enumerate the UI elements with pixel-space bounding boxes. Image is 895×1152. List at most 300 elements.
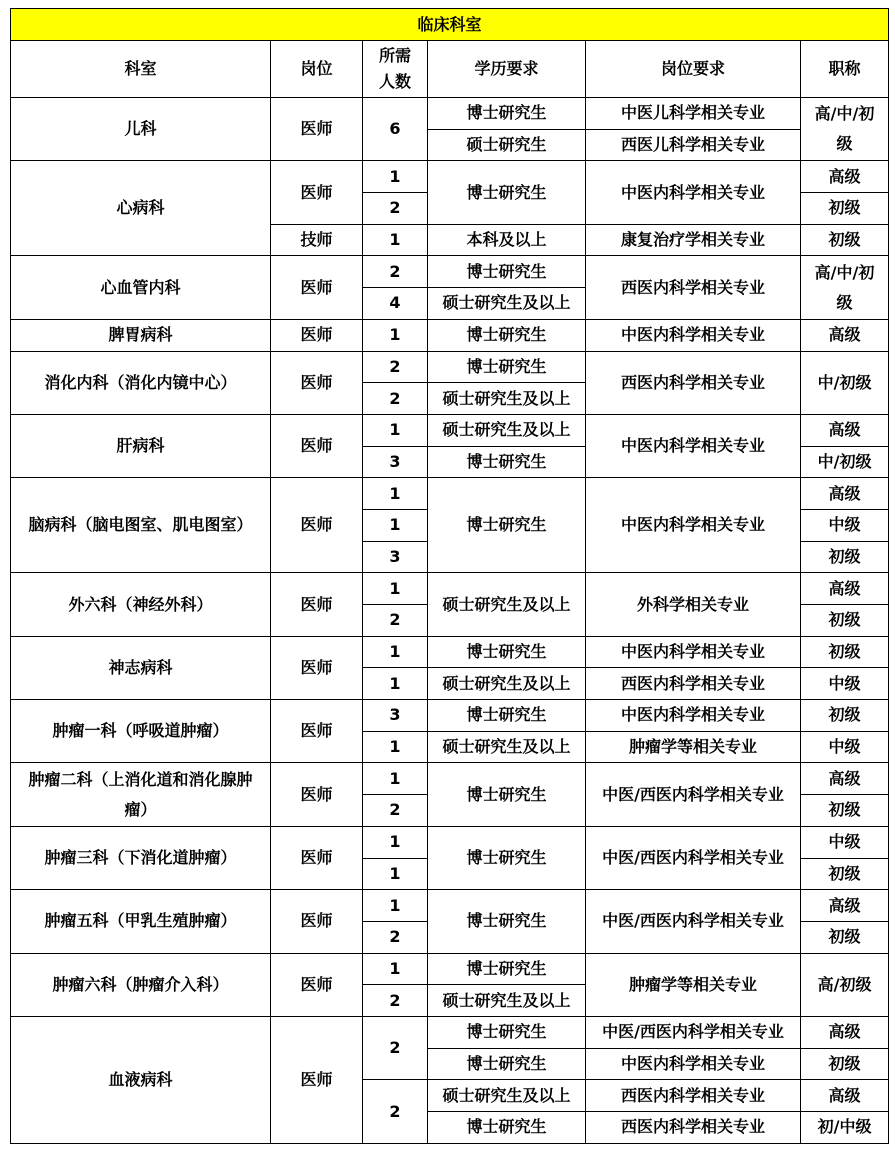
education-text: 本科及以上 — [466, 230, 547, 250]
department-cell — [11, 826, 271, 889]
education-text: 硕士研究生及以上 — [442, 388, 571, 408]
rank-cell — [801, 890, 889, 922]
headcount-text: 1 — [389, 230, 401, 250]
requirement-cell — [586, 319, 801, 351]
education-cell — [428, 478, 586, 573]
headcount-cell — [363, 858, 428, 890]
headcount-text: 1 — [389, 832, 401, 852]
rank-text: 初级 — [828, 642, 861, 662]
education-text: 博士研究生 — [466, 451, 547, 471]
education-cell — [428, 1080, 586, 1112]
rank-cell — [801, 636, 889, 668]
rank-cell — [801, 98, 889, 161]
requirement-cell — [586, 573, 801, 636]
table-row — [11, 478, 889, 510]
education-text: 博士研究生 — [466, 1022, 547, 1042]
rank-text: 高级 — [828, 578, 861, 598]
rank-text: 高/初级 — [817, 974, 872, 994]
header-requirement — [586, 41, 801, 98]
requirement-cell — [586, 478, 801, 573]
rank-text: 高级 — [828, 166, 861, 186]
education-cell — [428, 351, 586, 383]
rank-text: 中级 — [828, 832, 861, 852]
headcount-cell — [363, 826, 428, 858]
table-row — [11, 826, 889, 858]
headcount-cell — [363, 98, 428, 161]
rank-cell — [801, 509, 889, 541]
position-cell — [271, 826, 363, 889]
requirement-text: 西医内科学相关专业 — [620, 1117, 765, 1137]
headcount-text: 1 — [389, 737, 401, 757]
headcount-cell — [363, 795, 428, 827]
education-cell — [428, 1112, 586, 1144]
education-text: 博士研究生 — [466, 103, 547, 123]
education-text: 博士研究生 — [466, 1117, 547, 1137]
header-position — [271, 41, 363, 98]
requirement-text: 西医内科学相关专业 — [620, 372, 765, 392]
position-cell — [271, 478, 363, 573]
education-text: 硕士研究生及以上 — [442, 990, 571, 1010]
rank-text: 中级 — [828, 515, 861, 535]
requirement-text: 中医内科学相关专业 — [620, 182, 765, 202]
department-cell — [11, 573, 271, 636]
education-cell — [428, 826, 586, 889]
table-title: 临床科室 — [417, 14, 482, 34]
department-text: 脑病科（脑电图室、肌电图室） — [28, 515, 253, 535]
table-row — [11, 351, 889, 383]
requirement-text: 西医内科学相关专业 — [620, 673, 765, 693]
headcount-cell — [363, 319, 428, 351]
rank-cell — [801, 319, 889, 351]
requirement-text: 中医/西医内科学相关专业 — [602, 1022, 784, 1042]
education-text: 硕士研究生及以上 — [442, 293, 571, 313]
education-cell — [428, 414, 586, 446]
headcount-text: 1 — [389, 483, 401, 503]
rank-cell — [801, 1016, 889, 1048]
department-cell — [11, 1016, 271, 1143]
education-text: 硕士研究生及以上 — [442, 673, 571, 693]
education-cell — [428, 129, 586, 161]
education-cell — [428, 731, 586, 763]
position-text: 医师 — [300, 372, 333, 392]
department-cell — [11, 414, 271, 477]
department-text: 儿科 — [124, 119, 157, 139]
requirement-text: 中医内科学相关专业 — [620, 325, 765, 345]
rank-text: 高/中/初级 — [814, 262, 875, 312]
requirement-text: 中医内科学相关专业 — [620, 642, 765, 662]
headcount-text: 2 — [389, 927, 401, 947]
title-cell — [11, 9, 889, 41]
header-position-text: 岗位 — [300, 59, 333, 78]
position-cell — [271, 256, 363, 319]
requirement-cell — [586, 1016, 801, 1048]
education-text: 硕士研究生及以上 — [442, 420, 571, 440]
department-cell — [11, 98, 271, 161]
headcount-cell — [363, 193, 428, 225]
requirement-text: 外科学相关专业 — [636, 594, 749, 614]
education-text: 硕士研究生 — [466, 135, 547, 155]
rank-text: 中/初级 — [817, 372, 872, 392]
rank-cell — [801, 478, 889, 510]
headcount-text: 2 — [389, 1101, 401, 1121]
rank-text: 初级 — [828, 546, 861, 566]
rank-text: 高级 — [828, 325, 861, 345]
headcount-text: 1 — [389, 768, 401, 788]
headcount-cell — [363, 478, 428, 510]
education-cell — [428, 573, 586, 636]
requirement-text: 中医/西医内科学相关专业 — [602, 911, 784, 931]
position-cell — [271, 414, 363, 477]
position-cell — [271, 224, 363, 256]
requirement-cell — [586, 256, 801, 319]
education-text: 硕士研究生及以上 — [442, 737, 571, 757]
headcount-cell — [363, 763, 428, 795]
position-cell — [271, 98, 363, 161]
requirement-cell — [586, 1080, 801, 1112]
header-row — [11, 41, 889, 98]
rank-cell — [801, 1048, 889, 1080]
headcount-cell — [363, 636, 428, 668]
rank-cell — [801, 446, 889, 478]
department-text: 消化内科（消化内镜中心） — [44, 372, 237, 392]
position-cell — [271, 351, 363, 414]
headcount-cell — [363, 985, 428, 1017]
title-row — [11, 9, 889, 41]
rank-text: 高级 — [828, 768, 861, 788]
rank-cell — [801, 763, 889, 795]
rank-cell — [801, 731, 889, 763]
headcount-text: 1 — [389, 578, 401, 598]
headcount-text: 1 — [389, 166, 401, 186]
education-cell — [428, 288, 586, 320]
rank-text: 初级 — [828, 927, 861, 947]
headcount-cell — [363, 414, 428, 446]
department-text: 肿瘤一科（呼吸道肿瘤） — [52, 721, 229, 741]
education-cell — [428, 953, 586, 985]
requirement-cell — [586, 668, 801, 700]
header-education-text: 学历要求 — [474, 59, 539, 78]
education-text: 博士研究生 — [466, 325, 547, 345]
department-cell — [11, 953, 271, 1016]
rank-text: 初/中级 — [817, 1117, 872, 1137]
education-cell — [428, 446, 586, 478]
department-text: 心病科 — [116, 198, 165, 218]
headcount-cell — [363, 668, 428, 700]
department-text: 肿瘤六科（肿瘤介入科） — [52, 974, 229, 994]
position-cell — [271, 636, 363, 699]
header-department-text: 科室 — [124, 59, 157, 78]
requirement-text: 康复治疗学相关专业 — [620, 230, 765, 250]
table-row — [11, 636, 889, 668]
education-text: 博士研究生 — [466, 848, 547, 867]
requirement-cell — [586, 129, 801, 161]
department-cell — [11, 319, 271, 351]
rank-cell — [801, 953, 889, 1016]
department-text: 外六科（神经外科） — [68, 594, 213, 614]
position-text: 医师 — [300, 721, 333, 741]
department-text: 肿瘤三科（下消化道肿瘤） — [44, 848, 237, 867]
headcount-text: 1 — [389, 420, 401, 440]
headcount-text: 2 — [389, 1038, 401, 1058]
education-cell — [428, 668, 586, 700]
position-cell — [271, 1016, 363, 1143]
requirement-cell — [586, 1048, 801, 1080]
position-cell — [271, 953, 363, 1016]
table-row — [11, 953, 889, 985]
headcount-cell — [363, 161, 428, 193]
rank-text: 高级 — [828, 420, 861, 440]
position-text: 技师 — [300, 230, 333, 250]
headcount-cell — [363, 383, 428, 415]
rank-text: 初级 — [828, 610, 861, 630]
department-text: 脾胃病科 — [108, 325, 173, 345]
headcount-text: 4 — [389, 293, 401, 313]
education-text: 硕士研究生及以上 — [442, 1085, 571, 1105]
headcount-cell — [363, 573, 428, 605]
headcount-text: 2 — [389, 261, 401, 281]
rank-text: 中/初级 — [817, 451, 872, 471]
headcount-text: 2 — [389, 800, 401, 820]
requirement-text: 中医内科学相关专业 — [620, 1053, 765, 1073]
department-cell — [11, 890, 271, 953]
rank-cell — [801, 161, 889, 193]
department-cell — [11, 478, 271, 573]
education-text: 博士研究生 — [466, 784, 547, 804]
headcount-cell — [363, 256, 428, 288]
rank-cell — [801, 351, 889, 414]
headcount-text: 2 — [389, 388, 401, 408]
education-cell — [428, 256, 586, 288]
headcount-cell — [363, 731, 428, 763]
requirement-text: 中医/西医内科学相关专业 — [602, 848, 784, 867]
position-cell — [271, 763, 363, 826]
headcount-text: 2 — [389, 198, 401, 218]
department-text: 神志病科 — [108, 657, 173, 677]
education-cell — [428, 319, 586, 351]
position-text: 医师 — [300, 848, 333, 867]
requirement-cell — [586, 351, 801, 414]
headcount-text: 2 — [389, 356, 401, 376]
position-cell — [271, 161, 363, 224]
rank-text: 初级 — [828, 863, 861, 883]
position-cell — [271, 890, 363, 953]
requirement-text: 中医内科学相关专业 — [620, 436, 765, 456]
requirement-cell — [586, 1112, 801, 1144]
position-text: 医师 — [300, 911, 333, 931]
requirement-text: 中医内科学相关专业 — [620, 515, 765, 535]
requirement-cell — [586, 953, 801, 1016]
rank-cell — [801, 668, 889, 700]
headcount-cell — [363, 953, 428, 985]
header-requirement-text: 岗位要求 — [660, 59, 725, 78]
rank-text: 高级 — [828, 895, 861, 915]
table-body — [11, 98, 889, 1144]
table-row — [11, 98, 889, 130]
requirement-text: 中医内科学相关专业 — [620, 705, 765, 725]
rank-text: 高级 — [828, 1022, 861, 1042]
rank-text: 初级 — [828, 198, 861, 218]
headcount-cell — [363, 890, 428, 922]
requirement-cell — [586, 763, 801, 826]
department-cell — [11, 161, 271, 256]
headcount-text: 1 — [389, 325, 401, 345]
education-cell — [428, 383, 586, 415]
rank-text: 高级 — [828, 483, 861, 503]
education-text: 博士研究生 — [466, 261, 547, 281]
position-text: 医师 — [300, 182, 333, 202]
rank-cell — [801, 573, 889, 605]
headcount-text: 1 — [389, 958, 401, 978]
position-text: 医师 — [300, 974, 333, 994]
headcount-text: 1 — [389, 673, 401, 693]
headcount-text: 1 — [389, 642, 401, 662]
rank-cell — [801, 1112, 889, 1144]
requirement-cell — [586, 414, 801, 477]
header-headcount — [363, 41, 428, 98]
table-row — [11, 414, 889, 446]
headcount-cell — [363, 351, 428, 383]
rank-text: 中级 — [828, 737, 861, 757]
table-row — [11, 573, 889, 605]
rank-cell — [801, 605, 889, 637]
education-cell — [428, 636, 586, 668]
rank-text: 初级 — [828, 800, 861, 820]
education-cell — [428, 890, 586, 953]
department-text: 心血管内科 — [100, 277, 181, 297]
rank-text: 初级 — [828, 705, 861, 725]
table-row — [11, 763, 889, 795]
department-text: 肿瘤五科（甲乳生殖肿瘤） — [44, 911, 237, 931]
headcount-cell — [363, 509, 428, 541]
position-text: 医师 — [300, 594, 333, 614]
education-cell — [428, 985, 586, 1017]
table-row — [11, 256, 889, 288]
position-cell — [271, 700, 363, 763]
headcount-text: 2 — [389, 610, 401, 630]
position-text: 医师 — [300, 325, 333, 345]
education-cell — [428, 700, 586, 732]
rank-text: 初级 — [828, 230, 861, 250]
position-text: 医师 — [300, 436, 333, 456]
department-cell — [11, 763, 271, 826]
education-text: 博士研究生 — [466, 705, 547, 725]
rank-cell — [801, 700, 889, 732]
rank-cell — [801, 795, 889, 827]
education-text: 博士研究生 — [466, 642, 547, 662]
position-cell — [271, 573, 363, 636]
table-row — [11, 319, 889, 351]
requirement-text: 中医儿科学相关专业 — [620, 103, 765, 123]
requirement-cell — [586, 636, 801, 668]
rank-cell — [801, 921, 889, 953]
department-cell — [11, 636, 271, 699]
header-rank-text: 职称 — [828, 59, 861, 78]
headcount-cell — [363, 605, 428, 637]
position-text: 医师 — [300, 515, 333, 535]
headcount-text: 3 — [389, 705, 401, 725]
department-cell — [11, 351, 271, 414]
headcount-text: 2 — [389, 990, 401, 1010]
headcount-text: 3 — [389, 451, 401, 471]
position-text: 医师 — [300, 277, 333, 297]
position-text: 医师 — [300, 119, 333, 139]
department-text: 肝病科 — [116, 436, 165, 456]
rank-cell — [801, 414, 889, 446]
headcount-text: 1 — [389, 515, 401, 535]
education-text: 博士研究生 — [466, 356, 547, 376]
header-headcount-text: 所需人数 — [378, 46, 411, 91]
table-row — [11, 700, 889, 732]
rank-cell — [801, 858, 889, 890]
requirement-text: 西医内科学相关专业 — [620, 277, 765, 297]
rank-text: 高级 — [828, 1085, 861, 1105]
education-text: 博士研究生 — [466, 1053, 547, 1073]
rank-cell — [801, 193, 889, 225]
education-cell — [428, 161, 586, 224]
rank-cell — [801, 541, 889, 573]
rank-cell — [801, 826, 889, 858]
education-cell — [428, 1048, 586, 1080]
education-text: 博士研究生 — [466, 958, 547, 978]
department-text: 血液病科 — [108, 1069, 173, 1089]
requirement-cell — [586, 700, 801, 732]
rank-cell — [801, 256, 889, 319]
headcount-cell — [363, 1016, 428, 1079]
education-cell — [428, 224, 586, 256]
position-text: 医师 — [300, 657, 333, 677]
recruitment-table — [10, 8, 889, 1144]
table-row — [11, 890, 889, 922]
requirement-cell — [586, 826, 801, 889]
rank-text: 中级 — [828, 673, 861, 693]
headcount-text: 1 — [389, 863, 401, 883]
department-cell — [11, 256, 271, 319]
education-text: 博士研究生 — [466, 182, 547, 202]
position-text: 医师 — [300, 784, 333, 804]
position-cell — [271, 319, 363, 351]
headcount-cell — [363, 224, 428, 256]
headcount-text: 3 — [389, 546, 401, 566]
headcount-cell — [363, 700, 428, 732]
education-cell — [428, 763, 586, 826]
headcount-cell — [363, 446, 428, 478]
header-education — [428, 41, 586, 98]
header-rank — [801, 41, 889, 98]
requirement-text: 肿瘤学等相关专业 — [628, 974, 757, 994]
headcount-text: 6 — [389, 119, 401, 139]
headcount-cell — [363, 921, 428, 953]
requirement-cell — [586, 890, 801, 953]
headcount-cell — [363, 541, 428, 573]
table-row — [11, 1016, 889, 1048]
headcount-cell — [363, 288, 428, 320]
rank-cell — [801, 1080, 889, 1112]
position-text: 医师 — [300, 1069, 333, 1089]
rank-text: 高/中/初级 — [814, 104, 875, 154]
rank-cell — [801, 224, 889, 256]
education-cell — [428, 98, 586, 130]
education-text: 博士研究生 — [466, 515, 547, 535]
header-department — [11, 41, 271, 98]
education-text: 博士研究生 — [466, 911, 547, 931]
requirement-text: 西医儿科学相关专业 — [620, 135, 765, 155]
education-text: 硕士研究生及以上 — [442, 594, 571, 614]
table-row — [11, 161, 889, 193]
requirement-text: 西医内科学相关专业 — [620, 1085, 765, 1105]
headcount-cell — [363, 1080, 428, 1143]
department-cell — [11, 700, 271, 763]
requirement-cell — [586, 224, 801, 256]
